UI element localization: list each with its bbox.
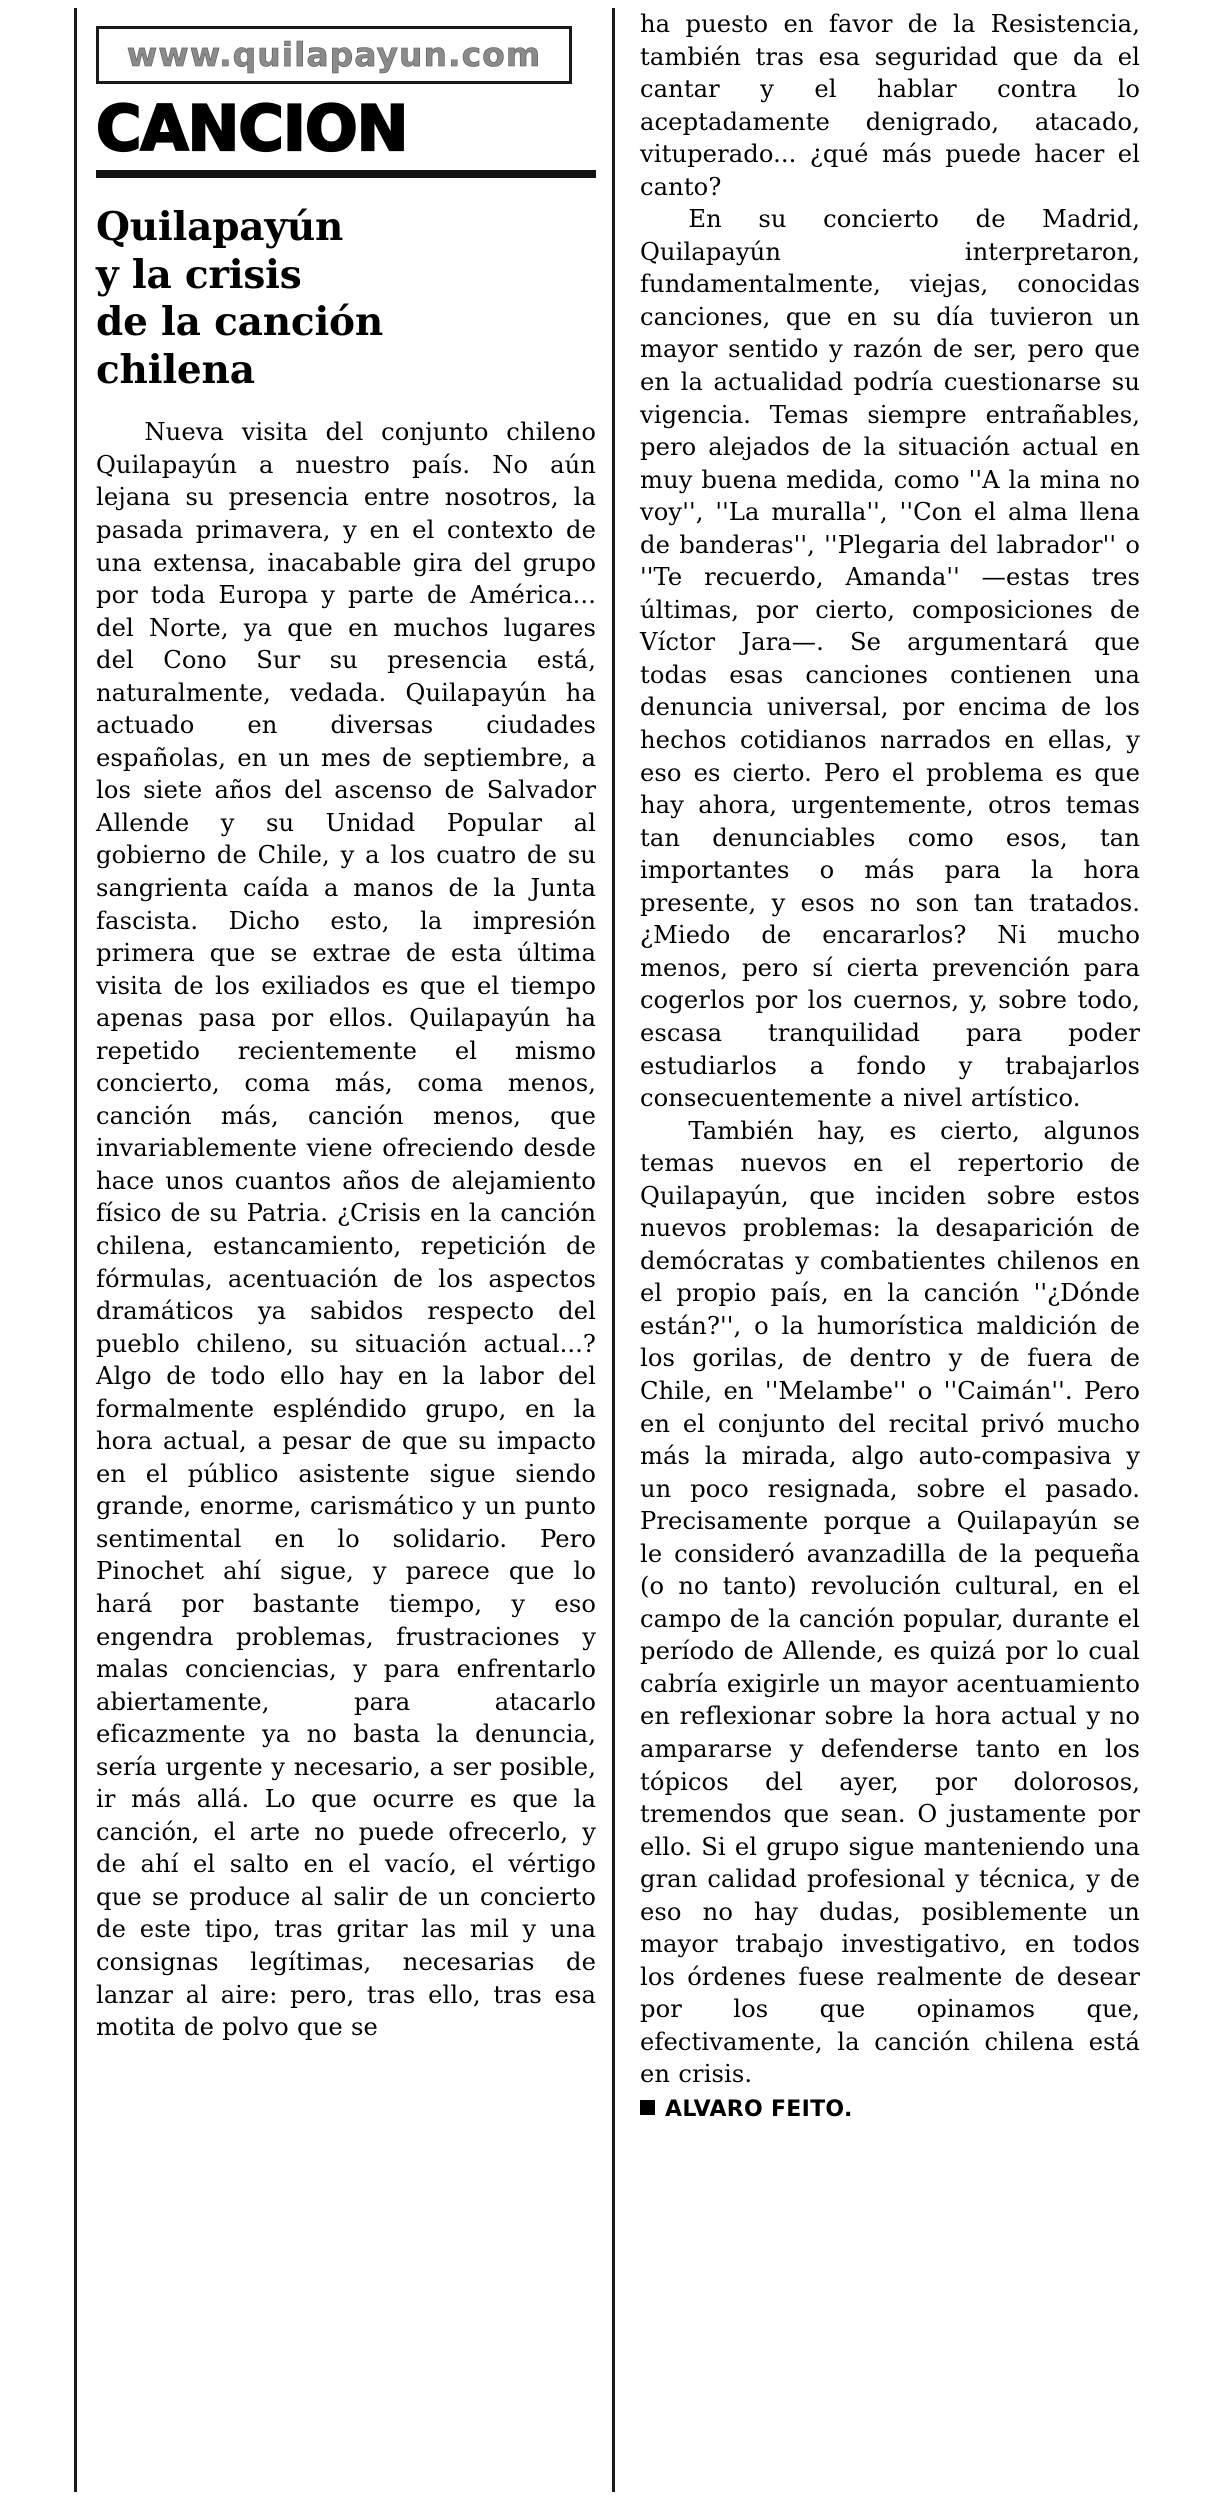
section-title: CANCION [96,92,408,165]
site-watermark [96,26,572,84]
article-headline [96,204,596,394]
square-bullet-icon [640,2100,655,2115]
paragraph: Nueva visita del conjunto chileno Quilapayún a nuestro país. No aún lejana su presencia entre nosotros, la pasada primavera, y en el contexto de una extensa, inacabable gira del grupo por toda Europa y parte de América... del Norte, ya que en muchos lugares del Cono Sur su presencia está, naturalmente, vedada. Quilapayún ha actuado en diversas ciudades españolas, en un mes de septiembre, a los siete años del ascenso de Salvador Allende y su Unidad Popular al gobierno de Chile, y a los cuatro de su sangrienta caída a manos de la Junta fascista. Dicho esto, la impresión primera que se extrae de esta última visita de los exiliados es que el tiempo apenas pasa por ellos. Quilapayún ha repetido recientemente el mismo concierto, coma más, coma menos, canción más, canción menos, que invariablemente viene ofreciendo desde hace unos cuantos años de alejamiento físico de su Patria. ¿Crisis en la canción chilena, estancamiento, repetición de fórmulas, acentuación de los aspectos dramáticos ya sabidos respecto del pueblo chileno, su situación actual...? Algo de todo ello hay en la labor del formalmente espléndido grupo, en la hora actual, a pesar de que su impacto en el público asistente sigue siendo grande, enorme, carismático y un punto sentimental en lo solidario. Pero Pinochet ahí sigue, y parece que lo hará por bastante tiempo, y eso engendra problemas, frustraciones y malas conciencias, y para enfrentarlo abiertamente, para atacarlo eficazmente ya no basta la denuncia, sería urgente y necesario, a ser posible, ir más allá. Lo que ocurre es que la canción, el arte no puede ofrecerlo, y de ahí el salto en el vacío, el vértigo que se produce al salir de un concierto de este tipo, tras gritar las mil y una consignas legítimas, necesarias de lanzar al aire: pero, tras ello, tras esa motita de polvo que se [96,418,596,2042]
byline-text: ALVARO FEITO. [665,2097,853,2122]
article-body-right [640,8,1140,2091]
site-watermark-text: www.quilapayun.com [126,35,542,74]
paragraph: También hay, es cierto, algunos temas nuevos en el repertorio de Quilapayún, que inciden sobre estos nuevos problemas: la desaparición de demócratas y combatientes chilenos en el propio país, en la canción ''¿Dónde están?'', o la humorística maldición de los gorilas, de dentro y de fuera de Chile, en ''Melambe'' o ''Caimán''. Pero en el conjunto del recital privó mucho más la mirada, algo auto-compasiva y un poco resignada, sobre el pasado. Precisamente porque a Quilapayún se le consideró avanzadilla de la pequeña (o no tanto) revolución cultural, en el campo de la canción popular, durante el período de Allende, es quizá por lo cual cabría exigirle un mayor acentuamiento en reflexionar sobre la hora actual y no ampararse y defenderse tanto en los tópicos del ayer, por dolorosos, tremendos que sean. O justamente por ello. Si el grupo sigue manteniendo una gran calidad profesional y técnica, y de eso no hay dudas, posiblemente un mayor trabajo investigativo, en todos los órdenes fuese realmente de desear por los que opinamos que, efectivamente, la canción chilena está en crisis. [640,1116,1140,2089]
headline-line-1: Quilapayún [96,204,344,250]
section-divider [96,170,596,178]
headline-line-4: chilena [96,346,255,393]
column-left [96,8,596,2044]
column-rule-left [74,8,77,2492]
article-byline [640,2097,1140,2122]
article-body-left [96,416,596,2043]
headline-line-3: de la canción [96,299,384,346]
column-right [640,8,1140,2122]
column-rule-middle [612,8,615,2492]
masthead [96,26,596,394]
paragraph: En su concierto de Madrid, Quilapayún interpretaron, fundamentalmente, viejas, conocidas canciones, que en su día tuvieron un mayor sentido y razón de ser, pero que en la actualidad podría cuestionarse su vigencia. Temas siempre entrañables, pero alejados de la situación actual en muy buena medida, como ''A la mina no voy'', ''La muralla'', ''Con el alma llena de banderas'', ''Plegaria del labrador'' o ''Te recuerdo, Amanda'' —estas tres últimas, por cierto, composiciones de Víctor Jara—. Se argumentará que todas esas canciones contienen una denuncia universal, por encima de los hechos cotidianos narrados en ellas, y eso es cierto. Pero el problema es que hay ahora, urgentemente, otros temas tan denunciables como esos, tan importantes o más para la hora presente, y esos no son tan tratados. ¿Miedo de encararlos? Ni mucho menos, pero sí cierta prevención para cogerlos por los cuernos, y, sobre todo, escasa tranquilidad para poder estudiarlos a fondo y trabajarlos consecuentemente a nivel artístico. [640,205,1140,1113]
headline-line-2: y la crisis [96,251,302,298]
paragraph: ha puesto en favor de la Resistencia, también tras esa seguridad que da el cantar y el hablar contra lo aceptadamente denigrado, atacado, vituperado... ¿qué más puede hacer el canto? [640,10,1140,201]
